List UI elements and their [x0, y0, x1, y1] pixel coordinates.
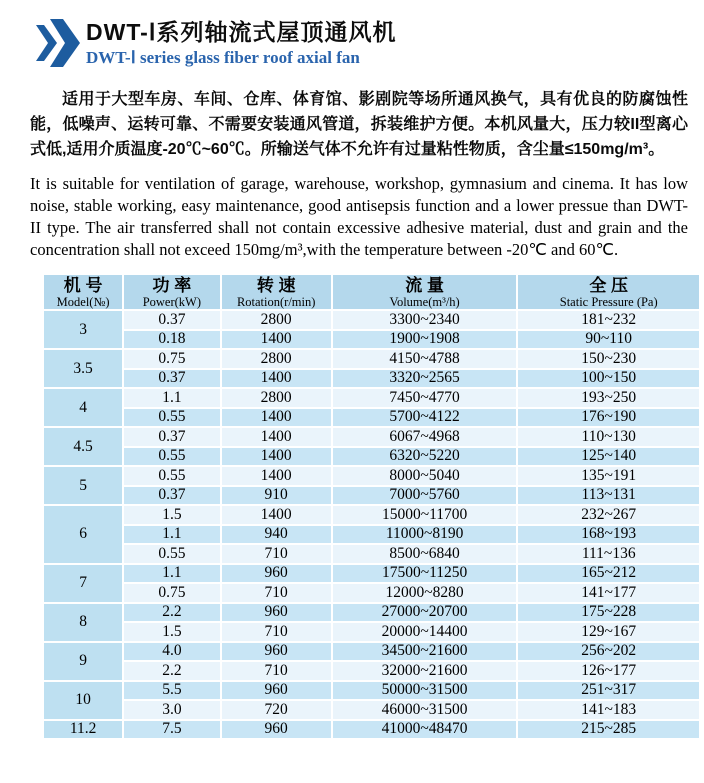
value-cell: 141~177 — [517, 583, 700, 603]
value-cell: 1.1 — [123, 388, 220, 408]
value-cell: 41000~48470 — [332, 720, 518, 740]
value-cell: 0.75 — [123, 349, 220, 369]
value-cell: 175~228 — [517, 603, 700, 623]
value-cell: 1.1 — [123, 525, 220, 545]
value-cell: 90~110 — [517, 330, 700, 350]
value-cell: 113~131 — [517, 486, 700, 506]
value-cell: 2800 — [221, 388, 332, 408]
value-cell: 710 — [221, 622, 332, 642]
value-cell: 720 — [221, 700, 332, 720]
model-cell: 10 — [43, 681, 123, 720]
table-row — [43, 661, 700, 681]
table-row — [43, 310, 700, 330]
value-cell: 125~140 — [517, 447, 700, 467]
value-cell: 0.37 — [123, 427, 220, 447]
value-cell: 6320~5220 — [332, 447, 518, 467]
title-block — [86, 18, 397, 68]
value-cell: 960 — [221, 720, 332, 740]
value-cell: 1.1 — [123, 564, 220, 584]
model-cell: 3 — [43, 310, 123, 349]
value-cell: 181~232 — [517, 310, 700, 330]
model-cell: 3.5 — [43, 349, 123, 388]
table-row — [43, 622, 700, 642]
value-cell: 150~230 — [517, 349, 700, 369]
value-cell: 8500~6840 — [332, 544, 518, 564]
value-cell: 0.55 — [123, 466, 220, 486]
column-header-rotation — [221, 274, 332, 310]
value-cell: 910 — [221, 486, 332, 506]
value-cell: 1400 — [221, 447, 332, 467]
table-row — [43, 466, 700, 486]
table-row — [43, 564, 700, 584]
value-cell: 0.18 — [123, 330, 220, 350]
value-cell: 960 — [221, 564, 332, 584]
value-cell: 129~167 — [517, 622, 700, 642]
table-row — [43, 427, 700, 447]
value-cell: 1400 — [221, 466, 332, 486]
column-header-en: Volume(m³/h) — [389, 294, 460, 309]
table-row — [43, 330, 700, 350]
value-cell: 110~130 — [517, 427, 700, 447]
value-cell: 960 — [221, 642, 332, 662]
column-header-zh: 转 速 — [256, 275, 296, 295]
table-row — [43, 700, 700, 720]
model-cell: 7 — [43, 564, 123, 603]
value-cell: 1400 — [221, 505, 332, 525]
column-header-zh: 全 压 — [589, 275, 629, 295]
page-title: DWT-Ⅰ系列轴流式屋顶通风机 — [86, 19, 397, 45]
table-row — [43, 388, 700, 408]
value-cell: 2.2 — [123, 603, 220, 623]
value-cell: 6067~4968 — [332, 427, 518, 447]
table-row — [43, 681, 700, 701]
model-cell: 11.2 — [43, 720, 123, 740]
value-cell: 193~250 — [517, 388, 700, 408]
value-cell: 1900~1908 — [332, 330, 518, 350]
value-cell: 3300~2340 — [332, 310, 518, 330]
value-cell: 1400 — [221, 369, 332, 389]
value-cell: 100~150 — [517, 369, 700, 389]
column-header-model — [43, 274, 123, 310]
value-cell: 1400 — [221, 330, 332, 350]
value-cell: 50000~31500 — [332, 681, 518, 701]
column-header-zh: 机 号 — [63, 275, 103, 295]
value-cell: 12000~8280 — [332, 583, 518, 603]
value-cell: 3320~2565 — [332, 369, 518, 389]
table-row — [43, 486, 700, 506]
model-cell: 4.5 — [43, 427, 123, 466]
specification-table — [42, 273, 701, 740]
value-cell: 232~267 — [517, 505, 700, 525]
column-header-zh: 功 率 — [152, 275, 192, 295]
value-cell: 34500~21600 — [332, 642, 518, 662]
value-cell: 165~212 — [517, 564, 700, 584]
value-cell: 1.5 — [123, 505, 220, 525]
value-cell: 176~190 — [517, 408, 700, 428]
intro-paragraph-zh: 适用于大型车房、车间、仓库、体育馆、影剧院等场所通风换气，具有优良的防腐蚀性能，低噪声、运转可靠、不需要安装通风管道，拆装维护方便。本机风量大，压力较II型离心式低,适用介质温度-20℃~60℃。所输送气体不允许有过量粘性物质，含尘量≤150mg/m³。 — [30, 91, 688, 158]
value-cell: 710 — [221, 661, 332, 681]
value-cell: 20000~14400 — [332, 622, 518, 642]
value-cell: 135~191 — [517, 466, 700, 486]
table-row — [43, 603, 700, 623]
column-header-en: Power(kW) — [142, 294, 202, 309]
value-cell: 141~183 — [517, 700, 700, 720]
document-header — [36, 18, 704, 68]
table-row — [43, 505, 700, 525]
value-cell: 2800 — [221, 310, 332, 330]
value-cell: 710 — [221, 583, 332, 603]
value-cell: 256~202 — [517, 642, 700, 662]
table-row — [43, 408, 700, 428]
model-cell: 4 — [43, 388, 123, 427]
table-row — [43, 583, 700, 603]
value-cell: 251~317 — [517, 681, 700, 701]
table-row — [43, 369, 700, 389]
value-cell: 960 — [221, 681, 332, 701]
value-cell: 4150~4788 — [332, 349, 518, 369]
value-cell: 46000~31500 — [332, 700, 518, 720]
model-cell: 9 — [43, 642, 123, 681]
model-cell: 8 — [43, 603, 123, 642]
table-row — [43, 447, 700, 467]
value-cell: 8000~5040 — [332, 466, 518, 486]
value-cell: 17500~11250 — [332, 564, 518, 584]
column-header-volume — [332, 274, 518, 310]
value-cell: 7450~4770 — [332, 388, 518, 408]
column-header-en: Rotation(r/min) — [236, 294, 316, 309]
value-cell: 32000~21600 — [332, 661, 518, 681]
value-cell: 215~285 — [517, 720, 700, 740]
value-cell: 0.55 — [123, 408, 220, 428]
value-cell: 1.5 — [123, 622, 220, 642]
value-cell: 15000~11700 — [332, 505, 518, 525]
table-row — [43, 349, 700, 369]
column-header-zh: 流 量 — [405, 275, 444, 295]
value-cell: 168~193 — [517, 525, 700, 545]
table-row — [43, 720, 700, 740]
value-cell: 0.55 — [123, 544, 220, 564]
value-cell: 126~177 — [517, 661, 700, 681]
page-subtitle: DWT-Ⅰ series glass fiber roof axial fan — [86, 48, 360, 67]
value-cell: 5700~4122 — [332, 408, 518, 428]
value-cell: 940 — [221, 525, 332, 545]
value-cell: 960 — [221, 603, 332, 623]
value-cell: 710 — [221, 544, 332, 564]
value-cell: 5.5 — [123, 681, 220, 701]
intro-paragraph-en: It is suitable for ventilation of garage, warehouse, workshop, gymnasium and cinema. It has low noise, stable working, easy maintenance, good antisepsis function and a lower pressue than DWT-II type. The air transferred shall not contain excessive adhesive material, dust and grain and the concentration shall not exceed 150mg/m³,with the temperature between -20℃ and 60℃. — [30, 174, 688, 259]
value-cell: 0.55 — [123, 447, 220, 467]
value-cell: 2.2 — [123, 661, 220, 681]
value-cell: 27000~20700 — [332, 603, 518, 623]
column-header-en: Static Pressure (Pa) — [559, 294, 658, 309]
value-cell: 3.0 — [123, 700, 220, 720]
value-cell: 2800 — [221, 349, 332, 369]
value-cell: 111~136 — [517, 544, 700, 564]
column-header-en: Model(№) — [56, 294, 110, 309]
double-chevron-icon — [36, 18, 80, 68]
table-row — [43, 525, 700, 545]
value-cell: 0.37 — [123, 310, 220, 330]
value-cell: 4.0 — [123, 642, 220, 662]
value-cell: 7.5 — [123, 720, 220, 740]
column-header-static-pressure — [517, 274, 700, 310]
value-cell: 7000~5760 — [332, 486, 518, 506]
value-cell: 0.75 — [123, 583, 220, 603]
value-cell: 0.37 — [123, 486, 220, 506]
model-cell: 6 — [43, 505, 123, 564]
model-cell: 5 — [43, 466, 123, 505]
value-cell: 1400 — [221, 427, 332, 447]
value-cell: 1400 — [221, 408, 332, 428]
table-row — [43, 642, 700, 662]
table-header-row — [43, 274, 700, 310]
value-cell: 0.37 — [123, 369, 220, 389]
table-row — [43, 544, 700, 564]
value-cell: 11000~8190 — [332, 525, 518, 545]
column-header-power — [123, 274, 220, 310]
